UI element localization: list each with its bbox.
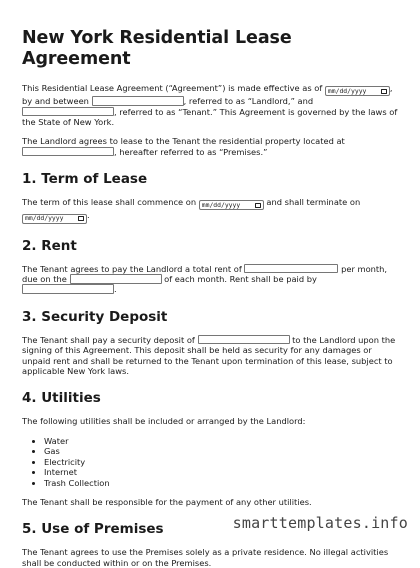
property-text: The Landlord agrees to lease to the Tenant the residential property located at [22,136,345,147]
section-heading-rent: 2. Rent [22,237,77,254]
effective-date-input[interactable] [325,86,390,96]
property-text: , hereafter referred to as “Premises.” [114,146,268,157]
date-placeholder: mm/dd/yyyy [327,87,367,95]
deposit-paragraph [22,335,398,377]
commence-date-input[interactable] [199,200,264,210]
property-address-field[interactable] [22,147,114,157]
deposit-text: The Tenant shall pay a security deposit of [22,334,195,345]
rent-text: due on the [22,274,67,285]
section-heading-utilities: 4. Utilities [22,390,101,407]
intro-comma: , [389,83,393,93]
calendar-icon [78,216,84,221]
term-period: . [87,210,90,221]
date-placeholder: mm/dd/yyyy [25,214,64,223]
rent-amount-field[interactable] [244,264,338,274]
use-paragraph: The Tenant agrees to use the Premises solely as a private residence. No illegal activities shall be conducted within or on the Premises. [22,547,389,568]
list-item: • Internet [44,467,398,477]
utilities-list [22,436,398,488]
intro-paragraph [22,83,398,127]
term-paragraph [22,197,398,223]
rent-paragraph [22,264,398,295]
section-heading-deposit: 3. Security Deposit [22,308,168,325]
deposit-text: to the Landlord upon the signing of this Agreement. This deposit shall be held as security for any damages or unpaid rent and shall be returned to the Tenant upon termination of this lease, subject to applicable New York laws. [22,334,396,377]
term-text: and shall terminate on [266,197,361,208]
calendar-icon [381,89,387,94]
list-item: • Gas [44,446,398,456]
term-text: The term of this lease shall commence on [22,197,197,208]
rent-period: . [114,284,117,295]
list-item: • Trash Collection [44,478,398,488]
tenant-name-field[interactable] [22,107,114,117]
intro-text: This Residential Lease Agreement (“Agreement”) is made effective as of [22,83,323,93]
landlord-name-field[interactable] [92,96,184,106]
intro-text: , referred to as “Landlord,” and [183,96,314,107]
terminate-date-input[interactable] [22,214,87,224]
list-item: • Water [44,436,398,446]
calendar-icon [255,203,261,208]
intro-text: by and between [22,96,89,107]
rent-text: per month, [341,263,388,274]
date-placeholder: mm/dd/yyyy [201,201,241,210]
property-paragraph [22,136,398,157]
section-heading-term: 1. Term of Lease [22,171,148,188]
utilities-outro: The Tenant shall be responsible for the payment of any other utilities. [22,496,312,507]
rent-text: The Tenant agrees to pay the Landlord a total rent of [22,263,242,274]
section-heading-use: 5. Use of Premises [22,521,164,538]
utilities-intro: The following utilities shall be included or arranged by the Landlord: [22,416,306,427]
rent-payment-method-field[interactable] [22,284,114,294]
rent-text: of each month. Rent shall be paid by [164,274,317,285]
watermark: smarttemplates.info [232,514,408,532]
list-item: • Electricity [44,457,398,467]
document-title: New York Residential Lease Agreement [22,28,292,69]
deposit-amount-field[interactable] [198,335,290,345]
intro-text: , referred to as “Tenant.” This Agreement is governed by the laws of the State of New York. [22,106,398,128]
rent-due-day-field[interactable] [70,274,162,284]
